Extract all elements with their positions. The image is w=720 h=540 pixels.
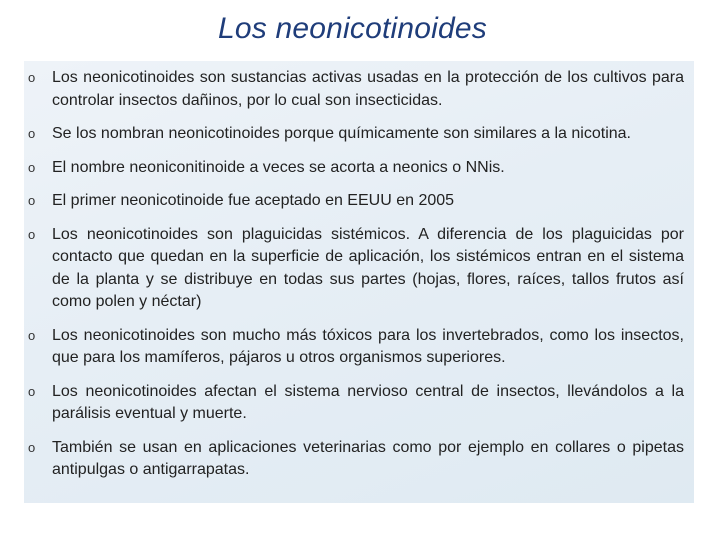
bullet-marker-icon: o — [28, 226, 36, 242]
bullet-marker-icon: o — [28, 159, 36, 175]
bullet-text: Los neonicotinoides son plaguicidas sistémicos. A diferencia de los plaguicidas por contacto que quedan en la superficie de aplicación, los sistémicos entran en el sistema de la planta y se distribuye en todas sus partes (hojas, flores, raíces, tallos frutos así como polen y néctar) — [52, 225, 684, 310]
slide-title: Los neonicotinoides — [218, 12, 487, 45]
bullet-item — [28, 123, 684, 146]
bullet-text: Se los nombran neonicotinoides porque químicamente son similares a la nicotina. — [52, 125, 631, 142]
bullet-item — [28, 157, 684, 180]
bullet-text: También se usan en aplicaciones veterinarias como por ejemplo en collares o pipetas antipulgas o antigarrapatas. — [52, 438, 684, 478]
bullet-text: El nombre neoniconitinoide a veces se acorta a neonics o NNis. — [52, 158, 505, 176]
bullet-text: Los neonicotinoides afectan el sistema nervioso central de insectos, llevándolos a la parálisis eventual y muerte. — [52, 382, 684, 422]
content-box — [24, 61, 694, 503]
bullet-marker-icon: o — [28, 383, 36, 399]
bullet-item — [28, 325, 684, 370]
bullet-marker-icon: o — [28, 70, 36, 85]
bullet-item — [28, 381, 684, 426]
bullet-text: Los neonicotinoides son mucho más tóxicos para los invertebrados, como los insectos, que para los mamíferos, pájaros u otros organismos superiores. — [52, 326, 684, 366]
bullet-marker-icon: o — [28, 327, 36, 343]
bullet-marker-icon: o — [28, 439, 36, 455]
bullet-item — [28, 224, 684, 314]
bullet-item — [28, 190, 684, 213]
bullet-list — [28, 67, 684, 482]
bullet-marker-icon: o — [28, 126, 36, 141]
bullet-text: Los neonicotinoides son sustancias activas usadas en la protección de los cultivos para controlar insectos dañinos, por lo cual son insecticidas. — [52, 69, 684, 109]
bullet-item — [28, 437, 684, 482]
bullet-item — [28, 67, 684, 112]
bullet-marker-icon: o — [28, 193, 36, 208]
bullet-text: El primer neonicotinoide fue aceptado en EEUU en 2005 — [52, 192, 455, 209]
